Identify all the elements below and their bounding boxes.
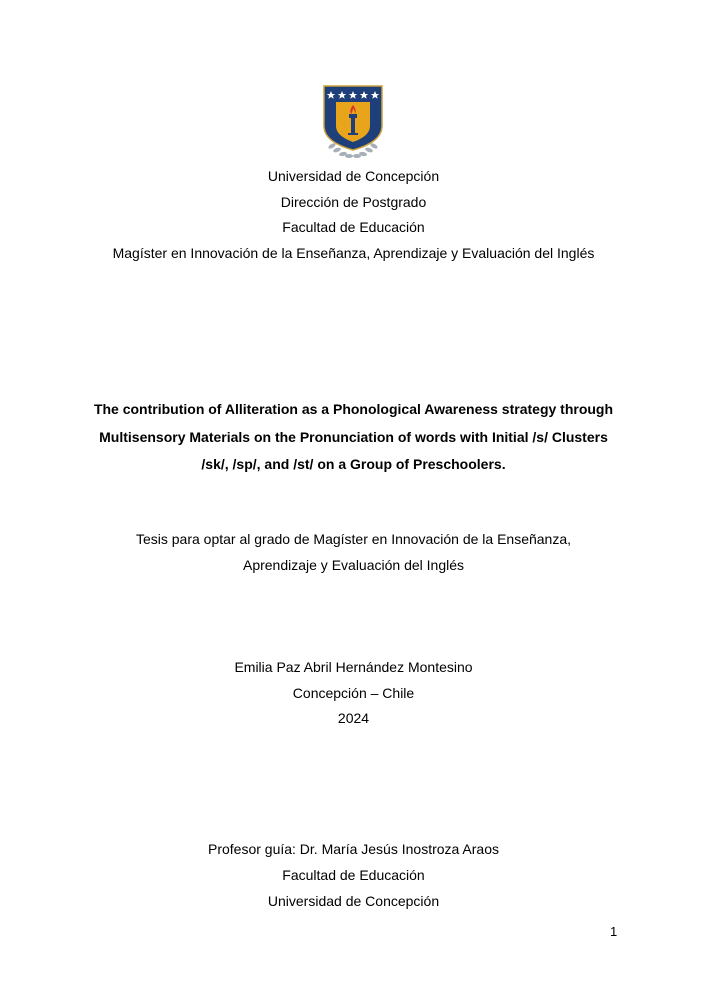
header-university: Universidad de Concepción xyxy=(267,168,440,184)
degree-line-1: Tesis para optar al grado de Magíster en Innovación de la Enseñanza, xyxy=(135,531,572,547)
university-crest-logo xyxy=(322,84,384,160)
advisor-university: Universidad de Concepción xyxy=(267,893,440,909)
author-name: Emilia Paz Abril Hernández Montesino xyxy=(234,659,473,675)
header-direction: Dirección de Postgrado xyxy=(280,194,427,210)
author-location: Concepción – Chile xyxy=(292,685,415,701)
advisor-faculty: Facultad de Educación xyxy=(282,867,425,883)
degree-line-2: Aprendizaje y Evaluación del Inglés xyxy=(242,557,465,573)
thesis-title-line-3: /sk/, /sp/, and /st/ on a Group of Preschoolers. xyxy=(201,456,506,472)
page-number: 1 xyxy=(610,924,618,939)
header-faculty: Facultad de Educación xyxy=(282,219,425,235)
thesis-title-line-2: Multisensory Materials on the Pronunciation of words with Initial /s/ Clusters xyxy=(99,429,608,445)
header-program: Magíster en Innovación de la Enseñanza, Aprendizaje y Evaluación del Inglés xyxy=(112,245,595,261)
thesis-title-line-1: The contribution of Alliteration as a Phonological Awareness strategy through xyxy=(93,401,614,417)
advisor-line: Profesor guía: Dr. María Jesús Inostroza Araos xyxy=(207,841,500,857)
author-year: 2024 xyxy=(337,710,370,726)
